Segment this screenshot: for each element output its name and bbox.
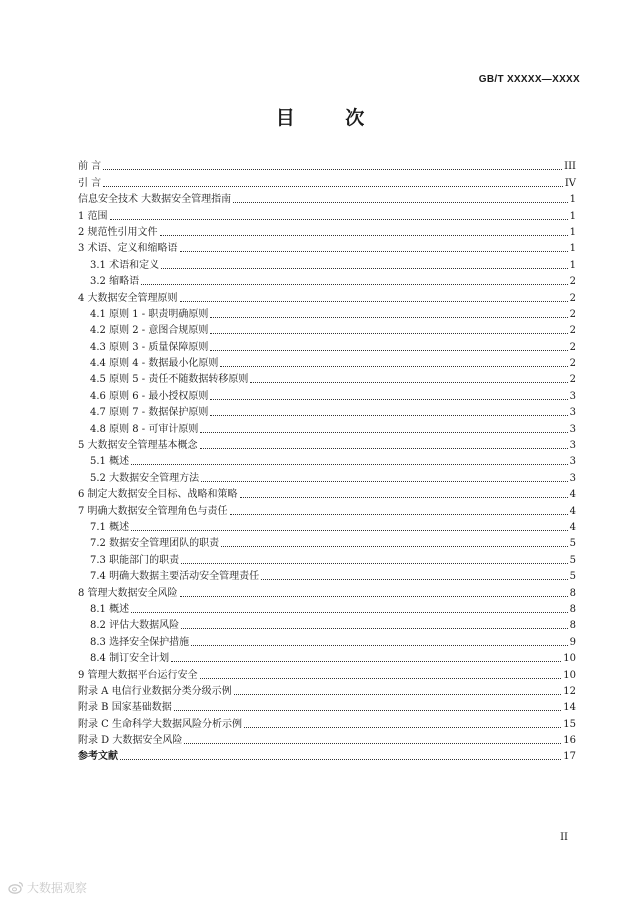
toc-dot-leader (174, 710, 562, 711)
toc-entry-page: 1 (569, 259, 576, 271)
toc-dot-leader (210, 399, 567, 400)
toc-dot-leader (131, 612, 568, 613)
toc-entry-page: 9 (569, 636, 576, 648)
toc-entry[interactable] (78, 665, 576, 681)
toc-entry-label: 4.3 原则 3 - 质量保障原则 (90, 341, 209, 353)
toc-dot-leader (220, 366, 567, 367)
toc-entry[interactable] (78, 501, 576, 517)
toc-entry-page: 1 (569, 226, 576, 238)
toc-entry-label: 5.1 概述 (90, 456, 130, 468)
toc-entry-label: 3.1 术语和定义 (90, 259, 160, 271)
toc-entry-label: 1 范围 (78, 210, 108, 222)
toc-entry[interactable] (78, 321, 576, 337)
toc-entry-label: 8.4 制订安全计划 (90, 653, 170, 665)
toc-entry[interactable] (78, 632, 576, 648)
toc-entry[interactable] (78, 600, 576, 616)
table-of-contents (78, 157, 576, 763)
toc-dot-leader (210, 350, 567, 351)
toc-dot-leader (210, 333, 567, 334)
toc-entry-label: 7.3 职能部门的职责 (90, 554, 180, 566)
toc-entry[interactable] (78, 305, 576, 321)
toc-entry[interactable] (78, 370, 576, 386)
toc-dot-leader (171, 661, 561, 662)
toc-entry-page: 4 (569, 521, 576, 533)
toc-entry[interactable] (78, 403, 576, 419)
toc-entry-label: 7.4 明确大数据主要活动安全管理责任 (90, 571, 260, 583)
toc-dot-leader (160, 235, 568, 236)
toc-dot-leader (120, 759, 561, 760)
toc-entry-label: 5.2 大数据安全管理方法 (90, 472, 200, 484)
toc-entry[interactable] (78, 518, 576, 534)
toc-entry-label: 3 术语、定义和缩略语 (78, 243, 178, 255)
toc-entry-page: 16 (563, 735, 576, 747)
toc-entry-label: 附录 D 大数据安全风险 (78, 735, 183, 747)
toc-entry-page: 2 (569, 341, 576, 353)
toc-entry-label: 8.3 选择安全保护措施 (90, 636, 190, 648)
toc-entry-label: 4.5 原则 5 - 责任不随数据转移原则 (90, 374, 249, 386)
toc-entry[interactable] (78, 649, 576, 665)
toc-entry-page: 4 (569, 489, 576, 501)
toc-dot-leader (110, 219, 568, 220)
toc-dot-leader (180, 596, 568, 597)
toc-entry-page: 10 (563, 669, 576, 681)
toc-entry-page: III (564, 161, 576, 173)
toc-entry[interactable] (78, 452, 576, 468)
weibo-logo-icon (8, 881, 24, 894)
toc-entry[interactable] (78, 206, 576, 222)
toc-dot-leader (180, 251, 568, 252)
toc-entry-label: 8.2 评估大数据风险 (90, 620, 180, 632)
toc-entry-label: 4.4 原则 4 - 数据最小化原则 (90, 358, 219, 370)
toc-entry[interactable] (78, 436, 576, 452)
toc-dot-leader (131, 464, 568, 465)
toc-entry[interactable] (78, 255, 576, 271)
toc-entry[interactable] (78, 698, 576, 714)
toc-entry-page: 17 (563, 751, 576, 763)
toc-entry-label: 4 大数据安全管理原则 (78, 292, 178, 304)
toc-entry-label: 信息安全技术 大数据安全管理指南 (78, 194, 232, 206)
toc-entry-label: 附录 B 国家基础数据 (78, 702, 172, 714)
toc-dot-leader (230, 514, 568, 515)
toc-dot-leader (210, 317, 567, 318)
toc-entry-label: 4.1 原则 1 - 职责明确原则 (90, 308, 209, 320)
page-number: II (560, 832, 568, 843)
toc-entry[interactable] (78, 747, 576, 763)
toc-entry[interactable] (78, 567, 576, 583)
toc-entry[interactable] (78, 731, 576, 747)
toc-entry-page: 2 (569, 276, 576, 288)
toc-entry-page: 2 (569, 374, 576, 386)
toc-entry[interactable] (78, 190, 576, 206)
toc-entry-page: 2 (569, 358, 576, 370)
toc-entry-label: 5 大数据安全管理基本概念 (78, 440, 198, 452)
toc-entry-page: 8 (569, 620, 576, 632)
toc-entry-page: 12 (563, 685, 576, 697)
toc-entry[interactable] (78, 354, 576, 370)
toc-dot-leader (244, 727, 561, 728)
toc-entry[interactable] (78, 157, 576, 173)
watermark (8, 879, 87, 896)
toc-entry-label: 引 言 (78, 177, 102, 189)
toc-entry-label: 7.1 概述 (90, 521, 130, 533)
toc-entry[interactable] (78, 223, 576, 239)
toc-entry-label: 3.2 缩略语 (90, 276, 140, 288)
toc-entry[interactable] (78, 583, 576, 599)
toc-dot-leader (161, 268, 568, 269)
toc-entry[interactable] (78, 288, 576, 304)
toc-entry-page: 1 (569, 243, 576, 255)
toc-entry-page: 3 (569, 423, 576, 435)
toc-entry-label: 4.7 原则 7 - 数据保护原则 (90, 407, 209, 419)
toc-dot-leader (234, 694, 562, 695)
toc-entry[interactable] (78, 534, 576, 550)
toc-entry-label: 8.1 概述 (90, 603, 130, 615)
toc-entry[interactable] (78, 616, 576, 632)
toc-dot-leader (181, 628, 568, 629)
toc-entry[interactable] (78, 386, 576, 402)
toc-entry-label: 参考文献 (78, 751, 118, 763)
toc-entry-page: 10 (563, 653, 576, 665)
toc-entry-page: 3 (569, 472, 576, 484)
toc-entry-page: 5 (569, 571, 576, 583)
toc-entry[interactable] (78, 682, 576, 698)
toc-entry-page: 15 (563, 718, 576, 730)
toc-entry-label: 附录 C 生命科学大数据风险分析示例 (78, 718, 243, 730)
toc-entry[interactable] (78, 468, 576, 484)
toc-entry-label: 7.2 数据安全管理团队的职责 (90, 538, 220, 550)
toc-dot-leader (250, 382, 567, 383)
toc-dot-leader (200, 448, 568, 449)
toc-entry-label: 4.2 原则 2 - 意图合规原则 (90, 325, 209, 337)
toc-dot-leader (233, 202, 567, 203)
toc-entry-page: 8 (569, 587, 576, 599)
toc-entry-page: 3 (569, 456, 576, 468)
toc-entry-label: 4.8 原则 8 - 可审计原则 (90, 423, 199, 435)
toc-dot-leader (180, 301, 568, 302)
toc-entry-label: 8 管理大数据安全风险 (78, 587, 178, 599)
toc-entry-page: 2 (569, 308, 576, 320)
toc-entry[interactable] (78, 550, 576, 566)
toc-entry[interactable] (78, 337, 576, 353)
toc-entry-page: 3 (569, 390, 576, 402)
toc-entry-label: 4.6 原则 6 - 最小授权原则 (90, 390, 209, 402)
toc-dot-leader (201, 481, 568, 482)
standard-code: GB/T XXXXX—XXXX (478, 74, 580, 85)
toc-entry-label: 9 管理大数据平台运行安全 (78, 669, 198, 681)
toc-entry-page: 14 (563, 702, 576, 714)
toc-dot-leader (240, 497, 568, 498)
toc-dot-leader (261, 579, 568, 580)
toc-dot-leader (200, 678, 562, 679)
toc-entry-page: 8 (569, 603, 576, 615)
toc-entry[interactable] (78, 485, 576, 501)
toc-dot-leader (131, 530, 568, 531)
toc-dot-leader (210, 415, 567, 416)
toc-dot-leader (181, 563, 568, 564)
toc-entry-page: 1 (569, 210, 576, 222)
toc-entry-label: 7 明确大数据安全管理角色与责任 (78, 505, 228, 517)
toc-entry[interactable] (78, 173, 576, 189)
toc-entry-page: 2 (569, 292, 576, 304)
toc-dot-leader (221, 546, 568, 547)
toc-dot-leader (103, 186, 563, 187)
toc-entry-label: 附录 A 电信行业数据分类分级示例 (78, 685, 232, 697)
toc-entry-page: 3 (569, 440, 576, 452)
toc-dot-leader (141, 284, 568, 285)
toc-entry-page: 5 (569, 554, 576, 566)
toc-entry-page: 4 (569, 505, 576, 517)
toc-entry-page: 3 (569, 407, 576, 419)
toc-dot-leader (103, 169, 562, 170)
toc-entry-label: 前 言 (78, 161, 102, 173)
toc-entry-label: 6 制定大数据安全目标、战略和策略 (78, 489, 238, 501)
toc-entry[interactable] (78, 714, 576, 730)
toc-dot-leader (200, 432, 567, 433)
toc-entry-page: 5 (569, 538, 576, 550)
toc-entry-label: 2 规范性引用文件 (78, 226, 158, 238)
toc-dot-leader (191, 645, 568, 646)
watermark-text: 大数据观察 (27, 881, 88, 895)
toc-entry[interactable] (78, 239, 576, 255)
toc-entry-page: IV (564, 177, 576, 189)
toc-entry-page: 2 (569, 325, 576, 337)
page-title: 目 次 (275, 107, 387, 129)
toc-entry[interactable] (78, 419, 576, 435)
toc-entry[interactable] (78, 272, 576, 288)
toc-entry-page: 1 (569, 194, 576, 206)
toc-dot-leader (184, 743, 561, 744)
